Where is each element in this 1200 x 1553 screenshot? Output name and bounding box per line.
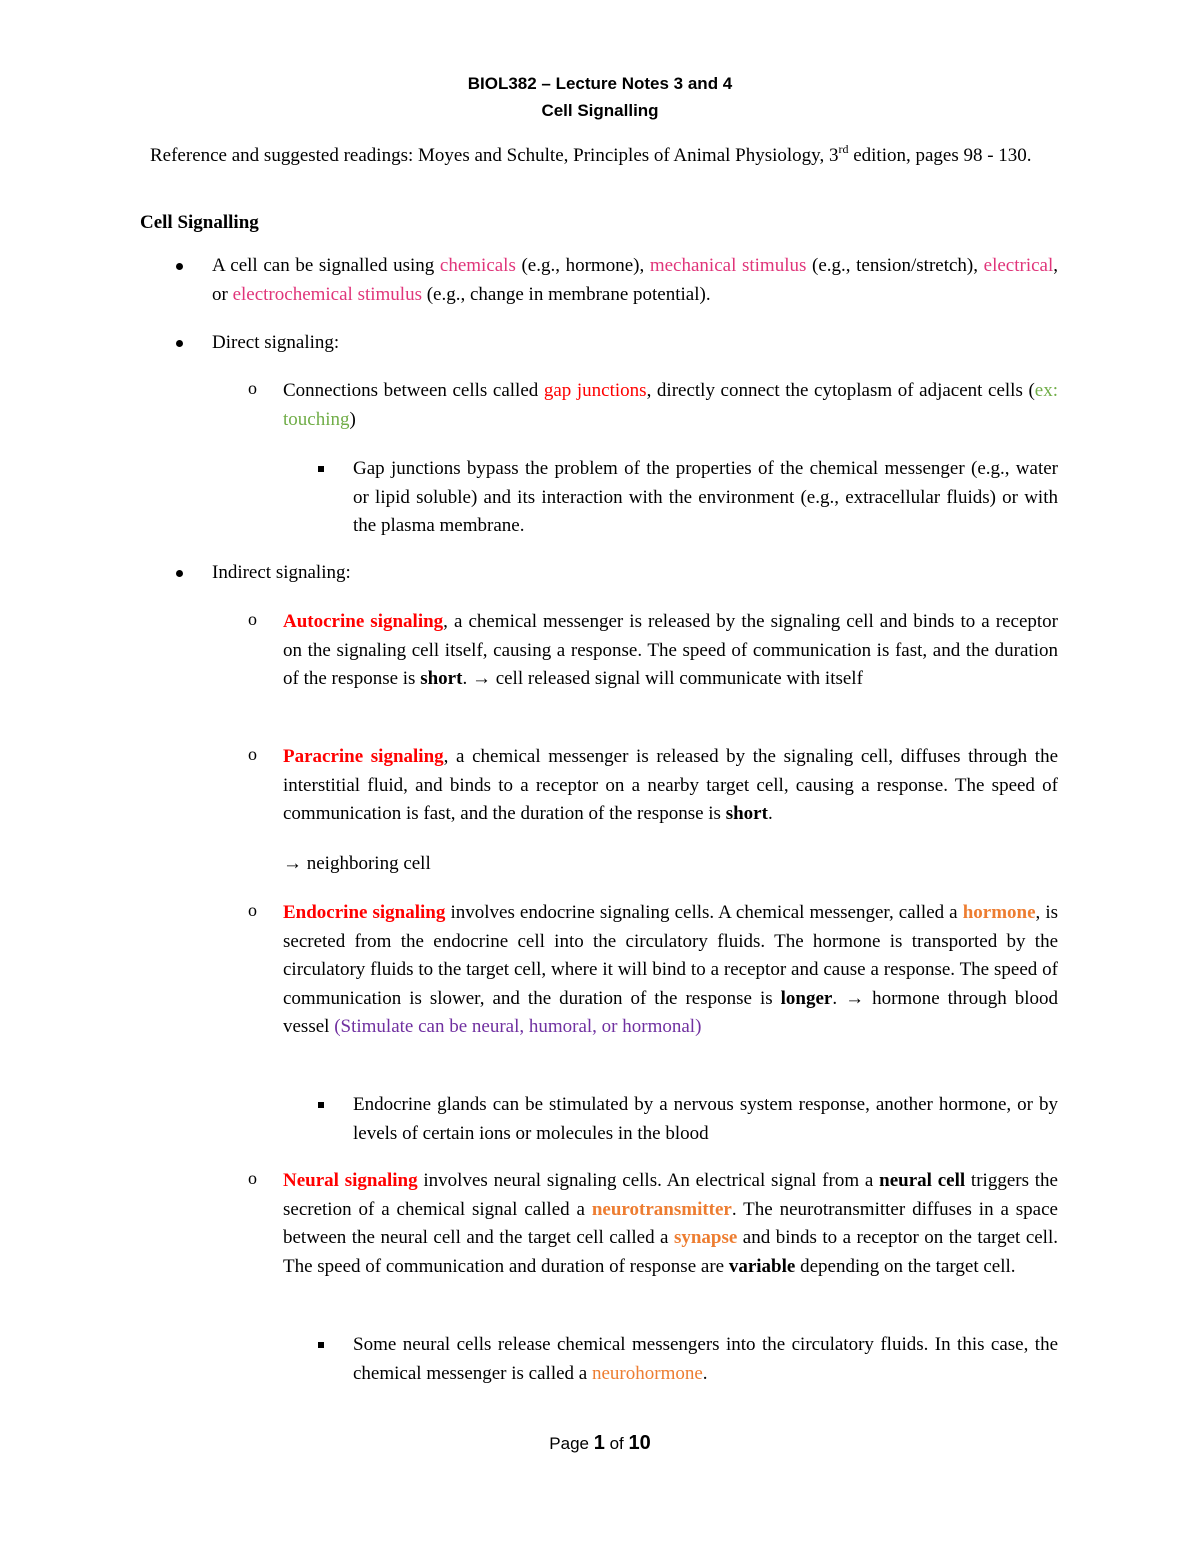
bullet-square-icon <box>318 1102 324 1108</box>
list-item: Indirect signaling: <box>212 562 351 583</box>
page-number-footer: Page 1 of 10 <box>549 1432 651 1454</box>
list-item: Connections between cells called gap junctions, directly connect the cytoplasm of adjacent cells (ex: touching) <box>283 380 1058 430</box>
bullet-circle-icon: o <box>248 609 257 629</box>
document-title: BIOL382 – Lecture Notes 3 and 4 <box>467 74 733 93</box>
bullet-circle-icon: o <box>248 744 257 764</box>
bullet-dot-icon <box>176 263 183 270</box>
bullet-dot-icon <box>176 340 183 347</box>
bullet-dot-icon <box>176 570 183 577</box>
list-item: Autocrine signaling, a chemical messenger is released by the signaling cell and binds to a receptor on the signaling cell itself, causing a response. The speed of communication is fast, and the duration of the response is short. → cell released signal will communicate with itself <box>283 611 1058 690</box>
list-item: Paracrine signaling, a chemical messenger is released by the signaling cell, diffuses through the interstitial fluid, and binds to a receptor on a nearby target cell, causing a response. The speed of communication is fast, and the duration of the response is short. <box>283 746 1058 825</box>
bullet-circle-icon: o <box>248 378 257 398</box>
section-heading: Cell Signalling <box>140 212 259 233</box>
bullet-square-icon <box>318 466 324 472</box>
bullet-square-icon <box>318 1342 324 1348</box>
bullet-circle-icon: o <box>248 900 257 920</box>
reference-paragraph: Reference and suggested readings: Moyes and Schulte, Principles of Animal Physiology, 3rd edition, pages 98 - 130. <box>150 142 1032 166</box>
list-item: A cell can be signalled using chemicals (e.g., hormone), mechanical stimulus (e.g., tension/stretch), electrical, or electrochemical stimulus (e.g., change in membrane potential). <box>212 255 1058 305</box>
document-subtitle: Cell Signalling <box>541 101 659 120</box>
list-item: Neural signaling involves neural signaling cells. An electrical signal from a neural cell triggers the secretion of a chemical signal called a neurotransmitter. The neurotransmitter diffuses in a space between the neural cell and the target cell called a synapse and binds to a receptor on the target cell. The speed of communication and duration of response are variable depending on the target cell. <box>283 1170 1058 1277</box>
list-item: Endocrine signaling involves endocrine signaling cells. A chemical messenger, called a hormone, is secreted from the endocrine cell into the circulatory fluids. The hormone is transported by the circulatory fluids to the target cell, where it will bind to a receptor and cause a response. The speed of communication is slower, and the duration of the response is longer. → hormone through blood vessel (Stimulate can be neural, humoral, or hormonal) <box>283 902 1058 1038</box>
list-item: Some neural cells release chemical messengers into the circulatory fluids. In this case, the chemical messenger is called a neurohormone. <box>353 1334 1058 1384</box>
bullet-circle-icon: o <box>248 1168 257 1188</box>
ordinal-superscript: rd <box>838 142 849 156</box>
list-item: Gap junctions bypass the problem of the properties of the chemical messenger (e.g., water or lipid soluble) and its interaction with the environment (e.g., extracellular fluids) or with the plasma membrane. <box>353 458 1058 537</box>
list-item-note: → neighboring cell <box>283 853 431 874</box>
list-item: Endocrine glands can be stimulated by a nervous system response, another hormone, or by levels of certain ions or molecules in the blood <box>353 1094 1058 1144</box>
list-item: Direct signaling: <box>212 332 340 353</box>
